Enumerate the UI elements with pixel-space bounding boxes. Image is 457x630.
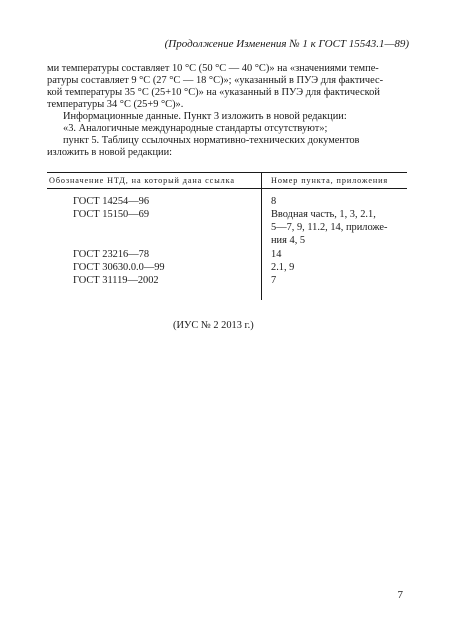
table-header-rule [47,188,407,189]
body-line-3: кой температуры 35 °С (25+10 °С)» на «указанный в ПУЭ для фактической [47,87,380,98]
table-row-3-item: 14 [271,249,282,260]
page-number: 7 [397,589,403,601]
ius-reference-note: (ИУС № 2 2013 г.) [173,320,254,331]
table-header-item: Номер пункта, приложения [271,176,389,185]
table-row-2-item-line-1: Вводная часть, 1, 3, 2.1, [271,209,376,220]
table-row-1-designation: ГОСТ 14254—96 [73,196,150,207]
table-top-rule [47,172,407,173]
body-line-5: Информационные данные. Пункт 3 изложить в новой редакции: [63,111,347,122]
table-row-5-designation: ГОСТ 31119—2002 [73,275,159,286]
table-row-2-item-line-2: 5—7, 9, 11.2, 14, приложе- [271,222,388,233]
body-line-6: «3. Аналогичные международные стандарты отсутствуют»; [63,123,328,134]
running-header: (Продолжение Изменения № 1 к ГОСТ 15543.1—89) [164,38,409,50]
table-row-5-item: 7 [271,275,277,286]
body-line-8: изложить в новой редакции: [47,147,173,158]
table-row-2-designation: ГОСТ 15150—69 [73,209,150,220]
table-column-divider [261,172,262,300]
table-row-4-designation: ГОСТ 30630.0.0—99 [73,262,165,273]
table-row-3-designation: ГОСТ 23216—78 [73,249,150,260]
table-row-4-item: 2.1, 9 [271,262,295,273]
reference-table [47,172,407,302]
table-row-2-item-line-3: ния 4, 5 [271,235,306,246]
body-line-1: ми температуры составляет 10 °С (50 °С — 40 °С)» на «значениями темпе- [47,63,379,74]
body-line-7: пункт 5. Таблицу ссылочных нормативно-технических документов [63,135,360,146]
body-line-2: ратуры составляет 9 °С (27 °С — 18 °С)»; «указанный в ПУЭ для фактичес- [47,75,384,86]
table-row-1-item: 8 [271,196,277,207]
table-header-designation: Обозначение НТД, на который дана ссылка [49,176,235,185]
body-line-4: температуры 34 °С (25+9 °С)». [47,99,184,110]
